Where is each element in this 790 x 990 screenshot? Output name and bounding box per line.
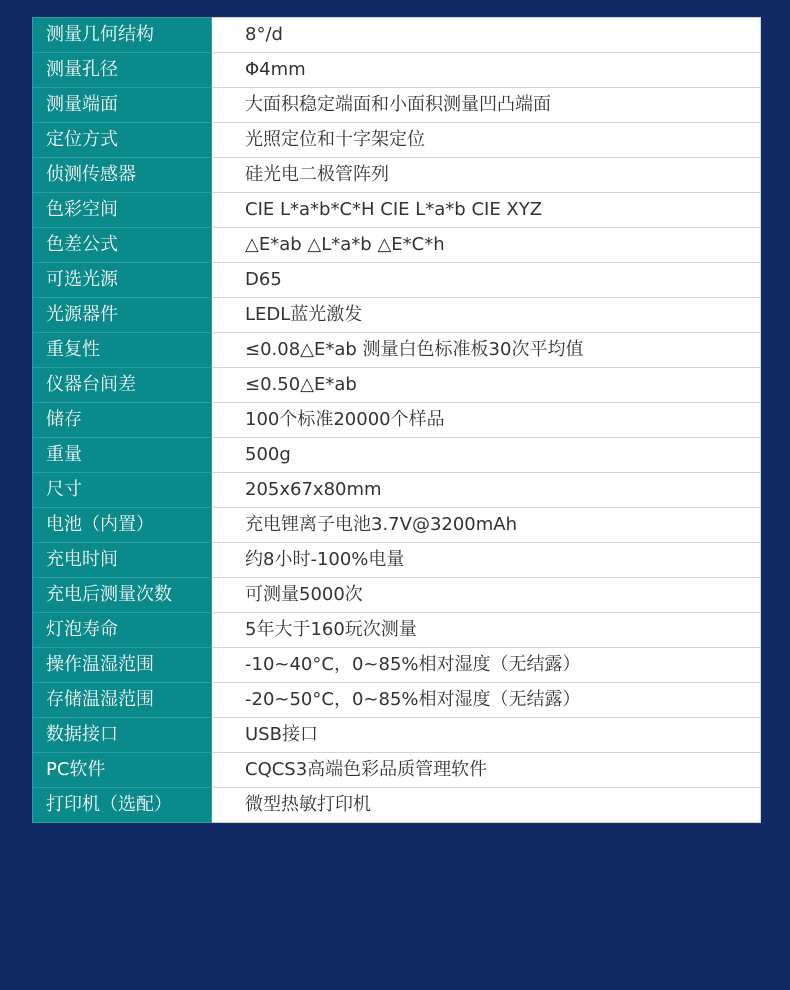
spec-value: LEDL蓝光激发 xyxy=(212,298,761,333)
table-row xyxy=(33,403,761,438)
spec-value: CIE L*a*b*C*H CIE L*a*b CIE XYZ xyxy=(212,193,761,228)
spec-label: 重量 xyxy=(33,438,212,473)
table-row xyxy=(33,123,761,158)
spec-label: 电池（内置） xyxy=(33,508,212,543)
spec-value: 硅光电二极管阵列 xyxy=(212,158,761,193)
table-row xyxy=(33,788,761,823)
spec-label: 充电时间 xyxy=(33,543,212,578)
spec-value: -10~40°C，0~85%相对湿度（无结露） xyxy=(212,648,761,683)
table-row xyxy=(33,508,761,543)
spec-label: 测量孔径 xyxy=(33,53,212,88)
spec-value: ≤0.08△E*ab 测量白色标准板30次平均值 xyxy=(212,333,761,368)
spec-label: 仪器台间差 xyxy=(33,368,212,403)
spec-value: 500g xyxy=(212,438,761,473)
spec-label: 灯泡寿命 xyxy=(33,613,212,648)
table-row xyxy=(33,298,761,333)
table-row xyxy=(33,158,761,193)
spec-label: 存储温湿范围 xyxy=(33,683,212,718)
table-row xyxy=(33,718,761,753)
spec-label: 数据接口 xyxy=(33,718,212,753)
table-row xyxy=(33,648,761,683)
spec-value: △E*ab △L*a*b △E*C*h xyxy=(212,228,761,263)
spec-label: 侦测传感器 xyxy=(33,158,212,193)
spec-value: Φ4mm xyxy=(212,53,761,88)
spec-value: USB接口 xyxy=(212,718,761,753)
spec-value: ≤0.50△E*ab xyxy=(212,368,761,403)
table-row xyxy=(33,228,761,263)
table-row xyxy=(33,193,761,228)
spec-label: 色差公式 xyxy=(33,228,212,263)
spec-value: 大面积稳定端面和小面积测量凹凸端面 xyxy=(212,88,761,123)
spec-value: 可测量5000次 xyxy=(212,578,761,613)
table-row xyxy=(33,543,761,578)
table-row xyxy=(33,473,761,508)
spec-label: 重复性 xyxy=(33,333,212,368)
spec-label: 测量几何结构 xyxy=(33,18,212,53)
spec-table xyxy=(32,17,761,823)
table-row xyxy=(33,753,761,788)
spec-value: 微型热敏打印机 xyxy=(212,788,761,823)
spec-label: 测量端面 xyxy=(33,88,212,123)
spec-label: 可选光源 xyxy=(33,263,212,298)
spec-label: 尺寸 xyxy=(33,473,212,508)
spec-label: 储存 xyxy=(33,403,212,438)
spec-value: 205x67x80mm xyxy=(212,473,761,508)
spec-value: 充电锂离子电池3.7V@3200mAh xyxy=(212,508,761,543)
table-row xyxy=(33,578,761,613)
table-row xyxy=(33,613,761,648)
spec-value: 光照定位和十字架定位 xyxy=(212,123,761,158)
spec-value: -20~50°C，0~85%相对湿度（无结露） xyxy=(212,683,761,718)
table-row xyxy=(33,53,761,88)
spec-value: 100个标准20000个样品 xyxy=(212,403,761,438)
table-row xyxy=(33,88,761,123)
spec-label: 打印机（选配） xyxy=(33,788,212,823)
table-row xyxy=(33,18,761,53)
table-row xyxy=(33,438,761,473)
spec-value: 8°/d xyxy=(212,18,761,53)
spec-label: 光源器件 xyxy=(33,298,212,333)
spec-value: D65 xyxy=(212,263,761,298)
table-row xyxy=(33,263,761,298)
spec-label: 色彩空间 xyxy=(33,193,212,228)
table-row xyxy=(33,333,761,368)
spec-label: PC软件 xyxy=(33,753,212,788)
spec-value: CQCS3高端色彩品质管理软件 xyxy=(212,753,761,788)
spec-label: 充电后测量次数 xyxy=(33,578,212,613)
table-row xyxy=(33,368,761,403)
spec-value: 5年大于160玩次测量 xyxy=(212,613,761,648)
spec-value: 约8小时-100%电量 xyxy=(212,543,761,578)
table-row xyxy=(33,683,761,718)
spec-label: 定位方式 xyxy=(33,123,212,158)
spec-label: 操作温湿范围 xyxy=(33,648,212,683)
